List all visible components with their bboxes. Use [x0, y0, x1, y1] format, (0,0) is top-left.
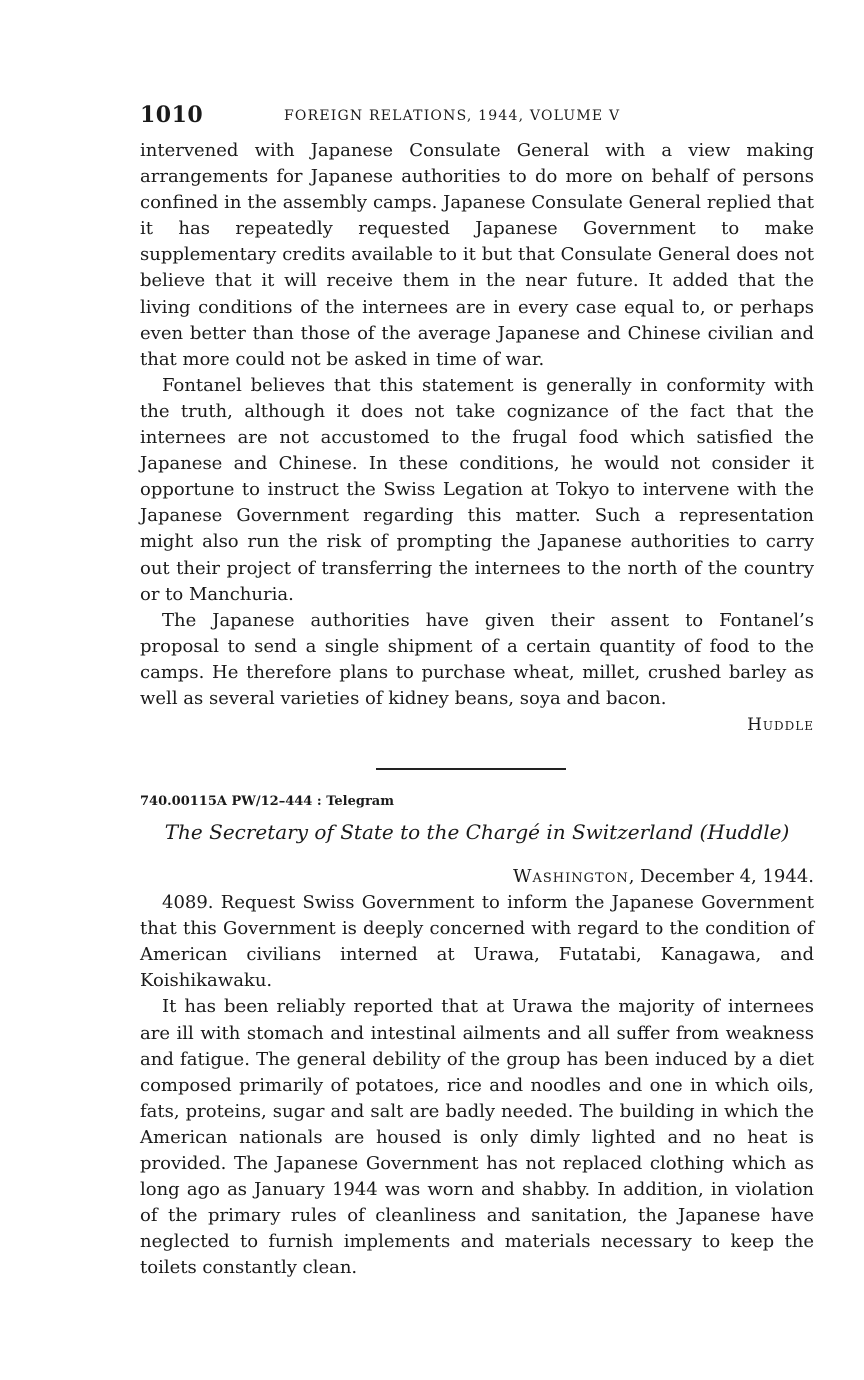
running-head: FOREIGN RELATIONS, 1944, VOLUME V	[284, 108, 621, 124]
document-page	[140, 100, 814, 1281]
document-title: The Secretary of State to the Chargé in Switzerland (Huddle)	[164, 820, 790, 845]
dateline-date: , December 4, 1944.	[628, 866, 814, 888]
body-paragraph: The Japanese authorities have given their assent to Fontanel’s proposal to send a single shipment of a certain quantity of food to the camps. He therefore plans to purchase wheat, millet, crushed barley as well as several varieties of kidney beans, soya and bacon.	[140, 609, 814, 709]
body-paragraph: It has been reliably reported that at Urawa the majority of internees are ill with stomach and intestinal ailments and all suffer from weakness and fatigue. The general debility of the group has been induced by a diet composed primarily of potatoes, rice and noodles and one in which oils, fats, proteins, sugar and salt are badly needed. The building in which the American nationals are housed is only dimly lighted and no heat is provided. The Japanese Government has not replaced clothing which as long ago as January 1944 was worn and shabby. In addition, in violation of the primary rules of cleanliness and sanitation, the Japanese have neglected to furnish implements and materials necessary to keep the toilets constantly clean.	[140, 996, 814, 1279]
signature: Huddle	[747, 715, 814, 736]
dateline-place: Washington	[513, 866, 629, 888]
body-paragraph: 4089. Request Swiss Government to inform the Japanese Government that this Government is deeply concerned with regard to the condition of American civilians interned at Urawa, Futatabi, Kanagawa, and Koishikawaku.	[140, 892, 814, 992]
section-divider	[376, 768, 566, 770]
page-number: 1010	[140, 102, 204, 128]
body-paragraph: intervened with Japanese Consulate General with a view making arrangements for Japanese authorities to do more on behalf of persons confined in the assembly camps. Japanese Consulate General replied that it has repeatedly requested Japanese Government to make supplementary credits available to it but that Consulate General does not believe that it will receive them in the near future. It added that the living conditions of the internees are in every case equal to, or perhaps even better than those of the average Japanese and Chinese civilian and that more could not be asked in time of war.	[140, 140, 814, 370]
dateline	[140, 864, 814, 890]
body-paragraph: Fontanel believes that this statement is generally in conformity with the truth, although it does not take cognizance of the fact that the internees are not accustomed to the frugal food which satisfied the Japanese and Chinese. In these conditions, he would not consider it opportune to instruct the Swiss Legation at Tokyo to intervene with the Japanese Government regarding this matter. Such a representation might also run the risk of prompting the Japanese authorities to carry out their project of transferring the internees to the north of the country or to Manchuria.	[140, 374, 814, 605]
page-header	[140, 100, 814, 138]
document-file-number: 740.00115A PW/12–444 : Telegram	[140, 794, 394, 810]
